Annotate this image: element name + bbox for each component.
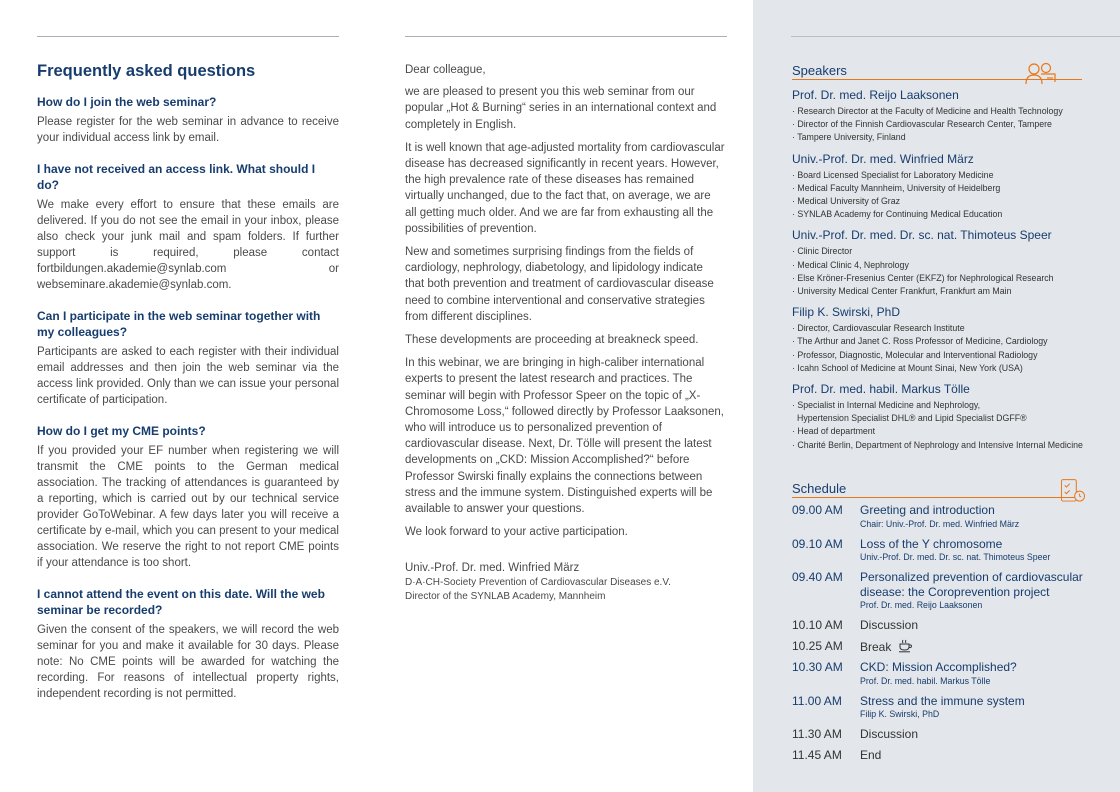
faq-item (37, 94, 339, 146)
faq-list (37, 94, 339, 717)
schedule-list (792, 503, 1117, 768)
schedule-break (860, 639, 1115, 655)
faq-question: How do I join the web seminar? (37, 95, 217, 109)
schedule-title: Discussion (860, 618, 919, 632)
coffee-cup-icon (898, 639, 912, 653)
schedule-title: Discussion (860, 727, 919, 741)
letter-paragraph: We look forward to your active participation. (405, 526, 628, 539)
speaker-role: · Board Licensed Specialist for Laboratory Medicine (792, 169, 994, 180)
speaker-role: · The Arthur and Janet C. Ross Professor of Medicine, Cardiology (792, 336, 1048, 347)
faq-item (37, 423, 339, 571)
faq-question: How do I get my CME points? (37, 424, 206, 438)
speaker (792, 152, 1117, 222)
signature-position: Director of the SYNLAB Academy, Mannheim (405, 591, 606, 603)
signature-affiliation: D·A·CH-Society Prevention of Cardiovascular Diseases e.V. (405, 577, 671, 589)
faq-question: Can I participate in the web seminar together with my colleagues? (37, 309, 321, 339)
schedule-row (792, 503, 1117, 531)
speaker-role: · University Medical Center Frankfurt, Frankfurt am Main (792, 286, 1012, 297)
schedule-title: Greeting and introduction (860, 503, 995, 517)
speaker (792, 382, 1117, 452)
schedule-row (792, 660, 1117, 688)
schedule-title: Loss of the Y chromosome (860, 536, 1003, 551)
schedule-time: 10.10 AM (792, 618, 843, 632)
speaker-name: Univ.-Prof. Dr. med. Winfried März (792, 151, 974, 166)
people-icon (1023, 60, 1057, 88)
top-divider (791, 36, 1120, 37)
speaker-role: Hypertension Specialist DHL® and Lipid Specialist DGFF® (797, 413, 1027, 424)
speaker-role: · Medical University of Graz (792, 196, 901, 207)
schedule-speaker: Prof. Dr. med. habil. Markus Tölle (860, 675, 991, 686)
speaker-name: Prof. Dr. med. Reijo Laaksonen (792, 88, 959, 102)
speaker (792, 88, 1117, 145)
schedule-title: Personalized prevention of cardiovascular disease: the Coroprevention project (860, 570, 1083, 599)
schedule-time: 11.00 AM (792, 693, 842, 708)
letter-paragraph: we are pleased to present you this web seminar from our popular „Hot & Burning“ series in an international context and completely in English. (405, 86, 717, 131)
speaker-role: · Head of department (792, 426, 876, 437)
speaker-role: · SYNLAB Academy for Continuing Medical Education (792, 209, 1003, 220)
speaker-role: · Research Director at the Faculty of Medicine and Health Technology (792, 106, 1063, 116)
speakers-list (792, 88, 1117, 459)
faq-item (37, 308, 339, 408)
schedule-row (792, 639, 1117, 655)
schedule-row (792, 570, 1117, 612)
speakers-schedule-panel (753, 0, 1120, 792)
schedule-time: 09.00 AM (792, 503, 843, 517)
faq-answer: Participants are asked to each register with their individual email addresses and then join the web seminar via the access link provided. Only than we can issue your personal certificate of participation. (37, 346, 339, 406)
letter-paragraph: In this webinar, we are bringing in high-caliber international experts to present the latest research and practices. The seminar will begin with Professor Speer on the topic of „X-Chromosome Loss,“ followed directly by Professor Laaksonen, who will introduce us to personalized prevention of cardiovascular disease. Next, Dr. Tölle will present the latest developments on „CKD: Mission Accomplished?“ before Professor Swirski finally explains the connections between stress and the immune system. Distinguished experts will be available to answer your questions. (405, 357, 724, 516)
faq-question: I cannot attend the event on this date. Will the web seminar be recorded? (37, 587, 325, 617)
speaker-role: · Charité Berlin, Department of Nephrology and Intensive Internal Medicine (792, 439, 1083, 450)
schedule-time: 11.30 AM (792, 727, 842, 741)
faq-title: Frequently asked questions (37, 62, 256, 80)
speaker-name: Filip K. Swirski, PhD (792, 305, 901, 320)
schedule-title: CKD: Mission Accomplished? (860, 660, 1017, 674)
faq-answer: If you provided your EF number when registering we will transmit the CME points to the German medical association. The tracking of attendances is guaranteed by a reporting, which is carried out by our technical service provider GoToWebinar. A few days later you will receive a certificate by e-mail, which you can present to your medical association. We reserve the right to not report CME points if your attendance is too short. (37, 445, 339, 569)
schedule-row (792, 694, 1117, 722)
speaker-role: · Specialist in Internal Medicine and Nephrology, (792, 400, 981, 411)
faq-answer: We make every effort to ensure that these emails are delivered. If you do not see the email in your inbox, please also check your junk mail and spam folders. If further support is required, please contact fortbildungen.akademie@synlab.com or webseminare.akademie@synlab.com. (37, 199, 339, 291)
schedule-time: 10.25 AM (792, 638, 843, 653)
faq-question: I have not received an access link. What should I do? (37, 162, 316, 192)
schedule-time: 09.40 AM (792, 570, 843, 584)
schedule-speaker: Filip K. Swirski, PhD (860, 709, 940, 719)
speaker-role: · Medical Faculty Mannheim, University of Heidelberg (792, 182, 1001, 193)
schedule-speaker: Chair: Univ.-Prof. Dr. med. Winfried März (860, 518, 1020, 529)
speaker-role: · Tampere University, Finland (792, 132, 906, 143)
checklist-clock-icon (1056, 478, 1090, 506)
faq-answer: Please register for the web seminar in advance to receive your individual access link by email. (37, 116, 339, 144)
speaker-role: · Medical Clinic 4, Nephrology (792, 259, 909, 270)
schedule-speaker: Univ.-Prof. Dr. med. Dr. sc. nat. Thimoteus Speer (860, 552, 1051, 562)
faq-item (37, 586, 339, 702)
schedule-title: End (860, 747, 882, 762)
schedule-row (792, 748, 1117, 763)
schedule-time: 09.10 AM (792, 536, 843, 551)
top-divider (405, 36, 727, 37)
schedule-row (792, 618, 1117, 633)
schedule-row (792, 727, 1117, 742)
letter-body (405, 62, 725, 604)
schedule-title: Break (860, 639, 892, 654)
faq-item (37, 161, 339, 293)
faq-answer: Given the consent of the speakers, we will record the web seminar for you and make it available for 30 days. Please note: No CME points will be awarded for watching the recording. For reasons of intellectual property rights, independent recording is not permitted. (37, 624, 339, 700)
letter-paragraph: New and sometimes surprising findings from the fields of cardiology, nephrology, diabetology, and lipidology indicate that both prevention and treatment of cardiovascular disease need to combine interventional and conservative strategies from different disciplines. (405, 246, 714, 323)
speaker-role: · Director, Cardiovascular Research Institute (792, 323, 965, 334)
signature-name: Univ.-Prof. Dr. med. Winfried März (405, 562, 580, 575)
schedule-underline (792, 497, 1082, 498)
letter-paragraph: These developments are proceeding at breakneck speed. (405, 334, 699, 347)
speaker-role: · Icahn School of Medicine at Mount Sinai, New York (USA) (792, 362, 1023, 373)
schedule-title: Schedule (792, 481, 847, 496)
speaker-role: · Clinic Director (792, 246, 853, 257)
letter-paragraph: It is well known that age-adjusted mortality from cardiovascular disease has decreased significantly in recent years. However, the high prevalence rate of these diseases has remained virtually unchanged, due to the fact that, on average, we are all getting much older. And we are far from exhausting all the possibilities of prevention. (405, 141, 725, 235)
schedule-time: 10.30 AM (792, 660, 843, 674)
schedule-time: 11.45 AM (792, 747, 842, 762)
speaker (792, 305, 1117, 375)
letter-signature (405, 560, 725, 604)
schedule-row (792, 537, 1117, 565)
letter-greeting: Dear colleague, (405, 64, 486, 76)
schedule-speaker: Prof. Dr. med. Reijo Laaksonen (860, 600, 983, 610)
top-divider (37, 36, 339, 37)
speaker-role: · Professor, Diagnostic, Molecular and Interventional Radiology (792, 349, 1038, 360)
speaker (792, 228, 1117, 298)
speaker-name: Prof. Dr. med. habil. Markus Tölle (792, 382, 970, 397)
speaker-role: · Director of the Finnish Cardiovascular Research Center, Tampere (792, 119, 1052, 130)
schedule-header (792, 480, 1082, 498)
speaker-role: · Else Kröner-Fresenius Center (EKFZ) for Nephrological Research (792, 272, 1054, 283)
schedule-title: Stress and the immune system (860, 693, 1025, 708)
speakers-title: Speakers (792, 63, 847, 78)
speaker-name: Univ.-Prof. Dr. med. Dr. sc. nat. Thimoteus Speer (792, 228, 1052, 243)
